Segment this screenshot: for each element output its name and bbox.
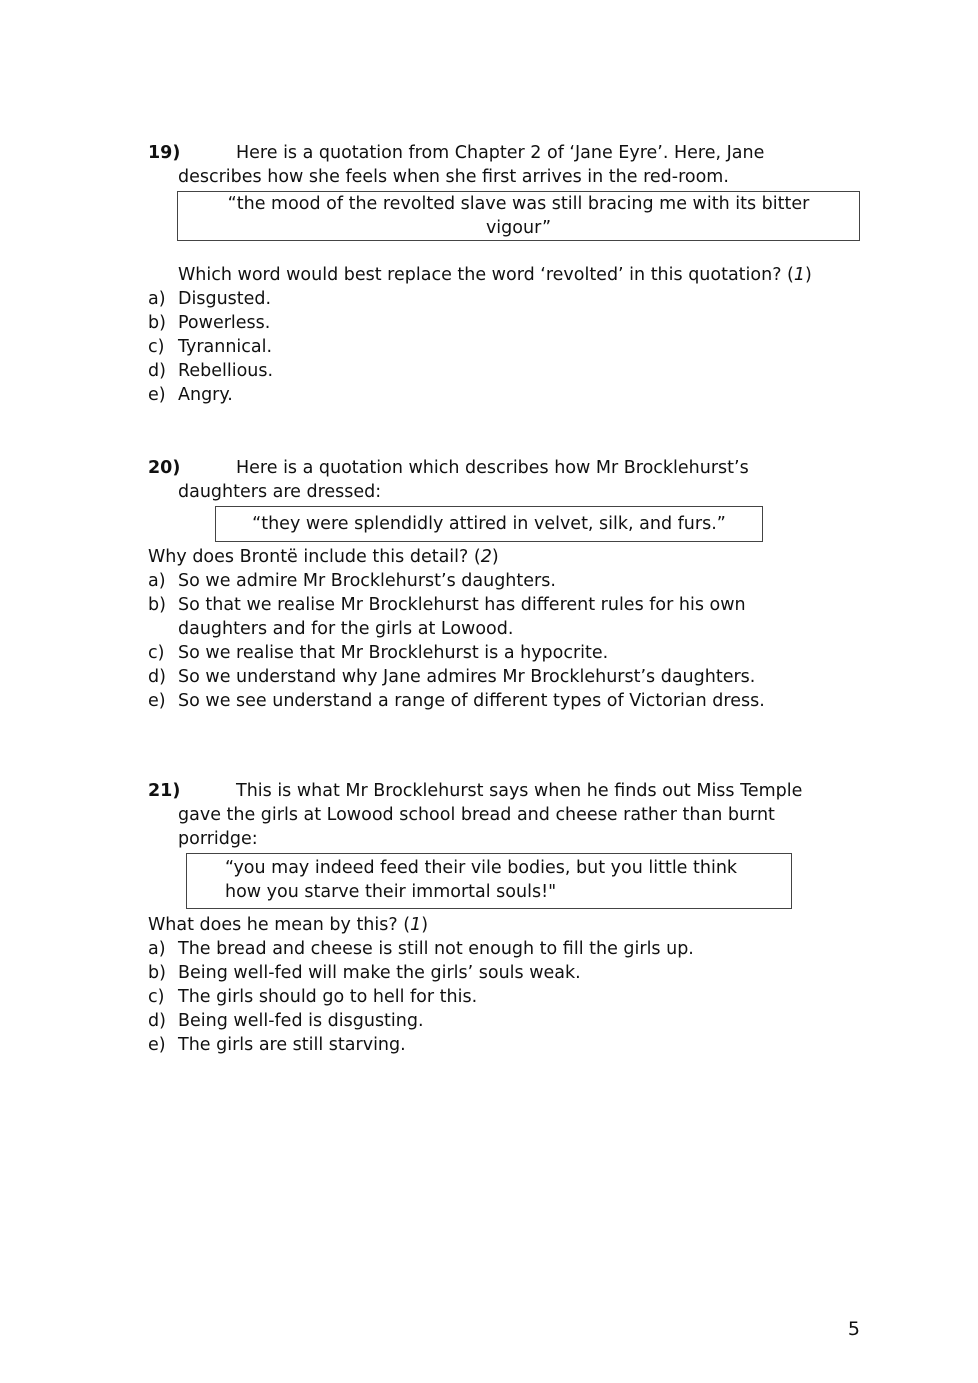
question-19-intro: 19) Here is a quotation from Chapter 2 of ‘Jane Eyre’. Here, Jane <box>148 143 765 163</box>
quotation-box: “the mood of the revolted slave was still bracing me with its bitter vigour” <box>177 191 860 241</box>
option-c[interactable]: c) Tyrannical. <box>148 337 273 357</box>
option-a[interactable]: a) So we admire Mr Brocklehurst’s daughters. <box>148 571 556 591</box>
question-21-prompt: What does he mean by this? (1) a) The bread and cheese is still not enough to fill the girls up. b) Being well-fed will make the girls’ souls weak. c) The girls should go to hell for this. d) Being well-fed is disgusting. e) The girls are still starving. <box>148 913 868 1057</box>
question-20-prompt: Why does Brontë include this detail? (2) a) So we admire Mr Brocklehurst’s daughters. b) So that we realise Mr Brocklehurst has different rules for his own daughters and for the girls at Lowood. c) So we realise that Mr Brocklehurst is a hypocrite. d) So we understand why Jane admires Mr Brocklehurst’s daughters. e) So we see understand a range of different types of Victorian dress. <box>148 545 868 713</box>
question-number: 21) <box>148 781 181 801</box>
option-c[interactable]: c) So we realise that Mr Brocklehurst is a hypocrite. <box>148 643 609 663</box>
question-19-intro-cont: describes how she feels when she first arrives in the red-room. <box>178 167 729 187</box>
option-b[interactable]: b) Powerless. <box>148 313 271 333</box>
option-d[interactable]: d) Rebellious. <box>148 361 274 381</box>
quotation-box: “they were splendidly attired in velvet, silk, and furs.” <box>215 506 763 542</box>
question-21-intro-cont: gave the girls at Lowood school bread and cheese rather than burnt <box>178 805 775 825</box>
option-a[interactable]: a) The bread and cheese is still not enough to fill the girls up. <box>148 939 694 959</box>
question-number: 20) <box>148 458 181 478</box>
question-19 <box>148 141 868 189</box>
question-19-prompt: Which word would best replace the word ‘revolted’ in this quotation? (1) a) Disgusted. b) Powerless. c) Tyrannical. d) Rebellious. e) Angry. <box>148 263 868 407</box>
mark-value: 2 <box>480 547 492 567</box>
option-d[interactable]: d) So we understand why Jane admires Mr Brocklehurst’s daughters. <box>148 667 756 687</box>
question-21-intro: 21) This is what Mr Brocklehurst says when he finds out Miss Temple <box>148 781 803 801</box>
question-number: 19) <box>148 143 181 163</box>
page-number: 5 <box>847 1318 860 1340</box>
option-a[interactable]: a) Disgusted. <box>148 289 272 309</box>
option-e[interactable]: e) Angry. <box>148 385 233 405</box>
option-c[interactable]: c) The girls should go to hell for this. <box>148 987 478 1007</box>
option-b[interactable]: b) So that we realise Mr Brocklehurst has different rules for his own daughters and for the girls at Lowood. <box>148 595 746 639</box>
option-e[interactable]: e) The girls are still starving. <box>148 1035 406 1055</box>
question-20-intro: 20) Here is a quotation which describes how Mr Brocklehurst’s <box>148 458 749 478</box>
mark-value: 1 <box>793 265 806 285</box>
question-21-intro-cont2: porridge: <box>178 829 258 849</box>
mark-value: 1 <box>410 915 422 935</box>
quotation-box: “you may indeed feed their vile bodies, but you little think how you starve their immortal souls!" <box>186 853 792 909</box>
option-e[interactable]: e) So we see understand a range of different types of Victorian dress. <box>148 691 765 711</box>
question-21 <box>148 779 868 851</box>
option-d[interactable]: d) Being well-fed is disgusting. <box>148 1011 424 1031</box>
question-20-intro-cont: daughters are dressed: <box>178 482 382 502</box>
question-20 <box>148 456 868 504</box>
option-b[interactable]: b) Being well-fed will make the girls’ souls weak. <box>148 963 581 983</box>
